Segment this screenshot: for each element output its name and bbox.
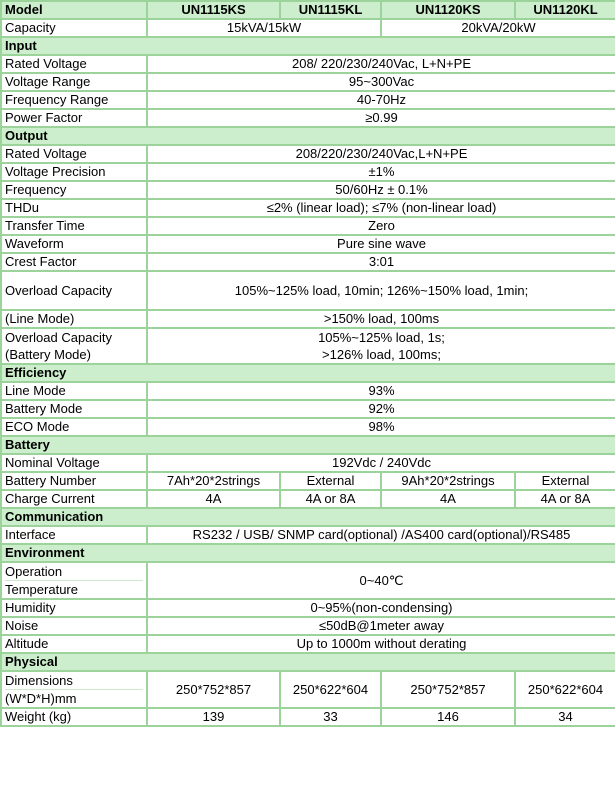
weight-un1120kl: 34 [515, 708, 615, 726]
model-un1120kl: UN1120KL [515, 1, 615, 19]
overload-battery-value-2: >126% load, 100ms; [322, 347, 441, 362]
voltage-precision-label: Voltage Precision [1, 163, 147, 181]
table-row [1, 454, 615, 472]
table-row [1, 382, 615, 400]
altitude-value: Up to 1000m without derating [147, 635, 615, 653]
output-rated-voltage-value: 208/220/230/240Vac,L+N+PE [147, 145, 615, 163]
capacity-20: 20kVA/20kW [381, 19, 615, 37]
weight-un1120ks: 146 [381, 708, 515, 726]
interface-value: RS232 / USB/ SNMP card(optional) /AS400 card(optional)/RS485 [147, 526, 615, 544]
table-row [1, 271, 615, 310]
table-row [1, 599, 615, 617]
humidity-value: 0~95%(non-condensing) [147, 599, 615, 617]
capacity-15: 15kVA/15kW [147, 19, 381, 37]
operation-temperature-value: 0~40℃ [147, 562, 615, 599]
waveform-value: Pure sine wave [147, 235, 615, 253]
table-row [1, 199, 615, 217]
section-environment [1, 544, 615, 562]
crest-factor-label: Crest Factor [1, 253, 147, 271]
section-title-environment: Environment [1, 544, 615, 562]
voltage-range-value: 95~300Vac [147, 73, 615, 91]
section-title-efficiency: Efficiency [1, 364, 615, 382]
table-row [1, 217, 615, 235]
table-row [1, 671, 615, 708]
humidity-label: Humidity [1, 599, 147, 617]
overload-line-value-1: 105%~125% load, 10min; 126%~150% load, 1min; [147, 271, 615, 310]
section-title-input: Input [1, 37, 615, 55]
section-title-physical: Physical [1, 653, 615, 671]
altitude-label: Altitude [1, 635, 147, 653]
section-title-communication: Communication [1, 508, 615, 526]
output-rated-voltage-label: Rated Voltage [1, 145, 147, 163]
nominal-voltage-label: Nominal Voltage [1, 454, 147, 472]
charge-current-un1115kl: 4A or 8A [280, 490, 381, 508]
battery-mode-label: Battery Mode [1, 400, 147, 418]
table-row [1, 163, 615, 181]
battery-number-un1120ks: 9Ah*20*2strings [381, 472, 515, 490]
table-row [1, 181, 615, 199]
section-communication [1, 508, 615, 526]
frequency-range-label: Frequency Range [1, 91, 147, 109]
interface-label: Interface [1, 526, 147, 544]
overload-battery-value-1: 105%~125% load, 1s; [318, 330, 445, 345]
overload-battery-value [147, 328, 615, 364]
capacity-label: Capacity [1, 19, 147, 37]
operation-temperature-label-1: Operation [5, 563, 143, 581]
noise-value: ≤50dB@1meter away [147, 617, 615, 635]
weight-un1115kl: 33 [280, 708, 381, 726]
dimensions-label-2: (W*D*H)mm [5, 691, 77, 706]
model-un1115kl: UN1115KL [280, 1, 381, 19]
table-row [1, 145, 615, 163]
table-row [1, 490, 615, 508]
input-rated-voltage-value: 208/ 220/230/240Vac, L+N+PE [147, 55, 615, 73]
operation-temperature-label-2: Temperature [5, 582, 78, 597]
table-row [1, 617, 615, 635]
power-factor-value: ≥0.99 [147, 109, 615, 127]
charge-current-un1120kl: 4A or 8A [515, 490, 615, 508]
voltage-precision-value: ±1% [147, 163, 615, 181]
thdu-value: ≤2% (linear load); ≤7% (non-linear load) [147, 199, 615, 217]
charge-current-un1115ks: 4A [147, 490, 280, 508]
line-mode-label: Line Mode [1, 382, 147, 400]
table-row [1, 400, 615, 418]
section-efficiency [1, 364, 615, 382]
section-battery [1, 436, 615, 454]
battery-number-label: Battery Number [1, 472, 147, 490]
overload-battery-label-1: Overload Capacity [5, 330, 112, 345]
weight-label: Weight (kg) [1, 708, 147, 726]
table-row [1, 73, 615, 91]
table-row [1, 472, 615, 490]
overload-line-label-2: (Line Mode) [1, 310, 147, 328]
table-row [1, 235, 615, 253]
table-row [1, 635, 615, 653]
transfer-time-label: Transfer Time [1, 217, 147, 235]
power-factor-label: Power Factor [1, 109, 147, 127]
model-un1115ks: UN1115KS [147, 1, 280, 19]
noise-label: Noise [1, 617, 147, 635]
section-output [1, 127, 615, 145]
section-physical [1, 653, 615, 671]
overload-line-value-2: >150% load, 100ms [147, 310, 615, 328]
frequency-value: 50/60Hz ± 0.1% [147, 181, 615, 199]
transfer-time-value: Zero [147, 217, 615, 235]
battery-number-un1120kl: External [515, 472, 615, 490]
table-row [1, 418, 615, 436]
weight-un1115ks: 139 [147, 708, 280, 726]
operation-temperature-label [1, 562, 147, 599]
dimensions-label-1: Dimensions [5, 672, 143, 690]
table-row [1, 109, 615, 127]
dimensions-un1115ks: 250*752*857 [147, 671, 280, 708]
table-row [1, 310, 615, 328]
capacity-row [1, 19, 615, 37]
section-input [1, 37, 615, 55]
frequency-label: Frequency [1, 181, 147, 199]
overload-line-label-1: Overload Capacity [1, 271, 147, 310]
eco-mode-value: 98% [147, 418, 615, 436]
overload-battery-label-2: (Battery Mode) [5, 347, 91, 362]
charge-current-un1120ks: 4A [381, 490, 515, 508]
battery-number-un1115ks: 7Ah*20*2strings [147, 472, 280, 490]
overload-battery-label [1, 328, 147, 364]
charge-current-label: Charge Current [1, 490, 147, 508]
dimensions-un1115kl: 250*622*604 [280, 671, 381, 708]
model-label: Model [1, 1, 147, 19]
dimensions-un1120kl: 250*622*604 [515, 671, 615, 708]
crest-factor-value: 3:01 [147, 253, 615, 271]
table-row [1, 55, 615, 73]
section-title-battery: Battery [1, 436, 615, 454]
table-row [1, 328, 615, 364]
table-row [1, 562, 615, 599]
table-row [1, 91, 615, 109]
eco-mode-label: ECO Mode [1, 418, 147, 436]
model-row [1, 1, 615, 19]
voltage-range-label: Voltage Range [1, 73, 147, 91]
line-mode-value: 93% [147, 382, 615, 400]
nominal-voltage-value: 192Vdc / 240Vdc [147, 454, 615, 472]
battery-number-un1115kl: External [280, 472, 381, 490]
frequency-range-value: 40-70Hz [147, 91, 615, 109]
model-un1120ks: UN1120KS [381, 1, 515, 19]
waveform-label: Waveform [1, 235, 147, 253]
section-title-output: Output [1, 127, 615, 145]
table-row [1, 526, 615, 544]
dimensions-un1120ks: 250*752*857 [381, 671, 515, 708]
thdu-label: THDu [1, 199, 147, 217]
table-row [1, 708, 615, 726]
dimensions-label [1, 671, 147, 708]
battery-mode-value: 92% [147, 400, 615, 418]
table-row [1, 253, 615, 271]
input-rated-voltage-label: Rated Voltage [1, 55, 147, 73]
